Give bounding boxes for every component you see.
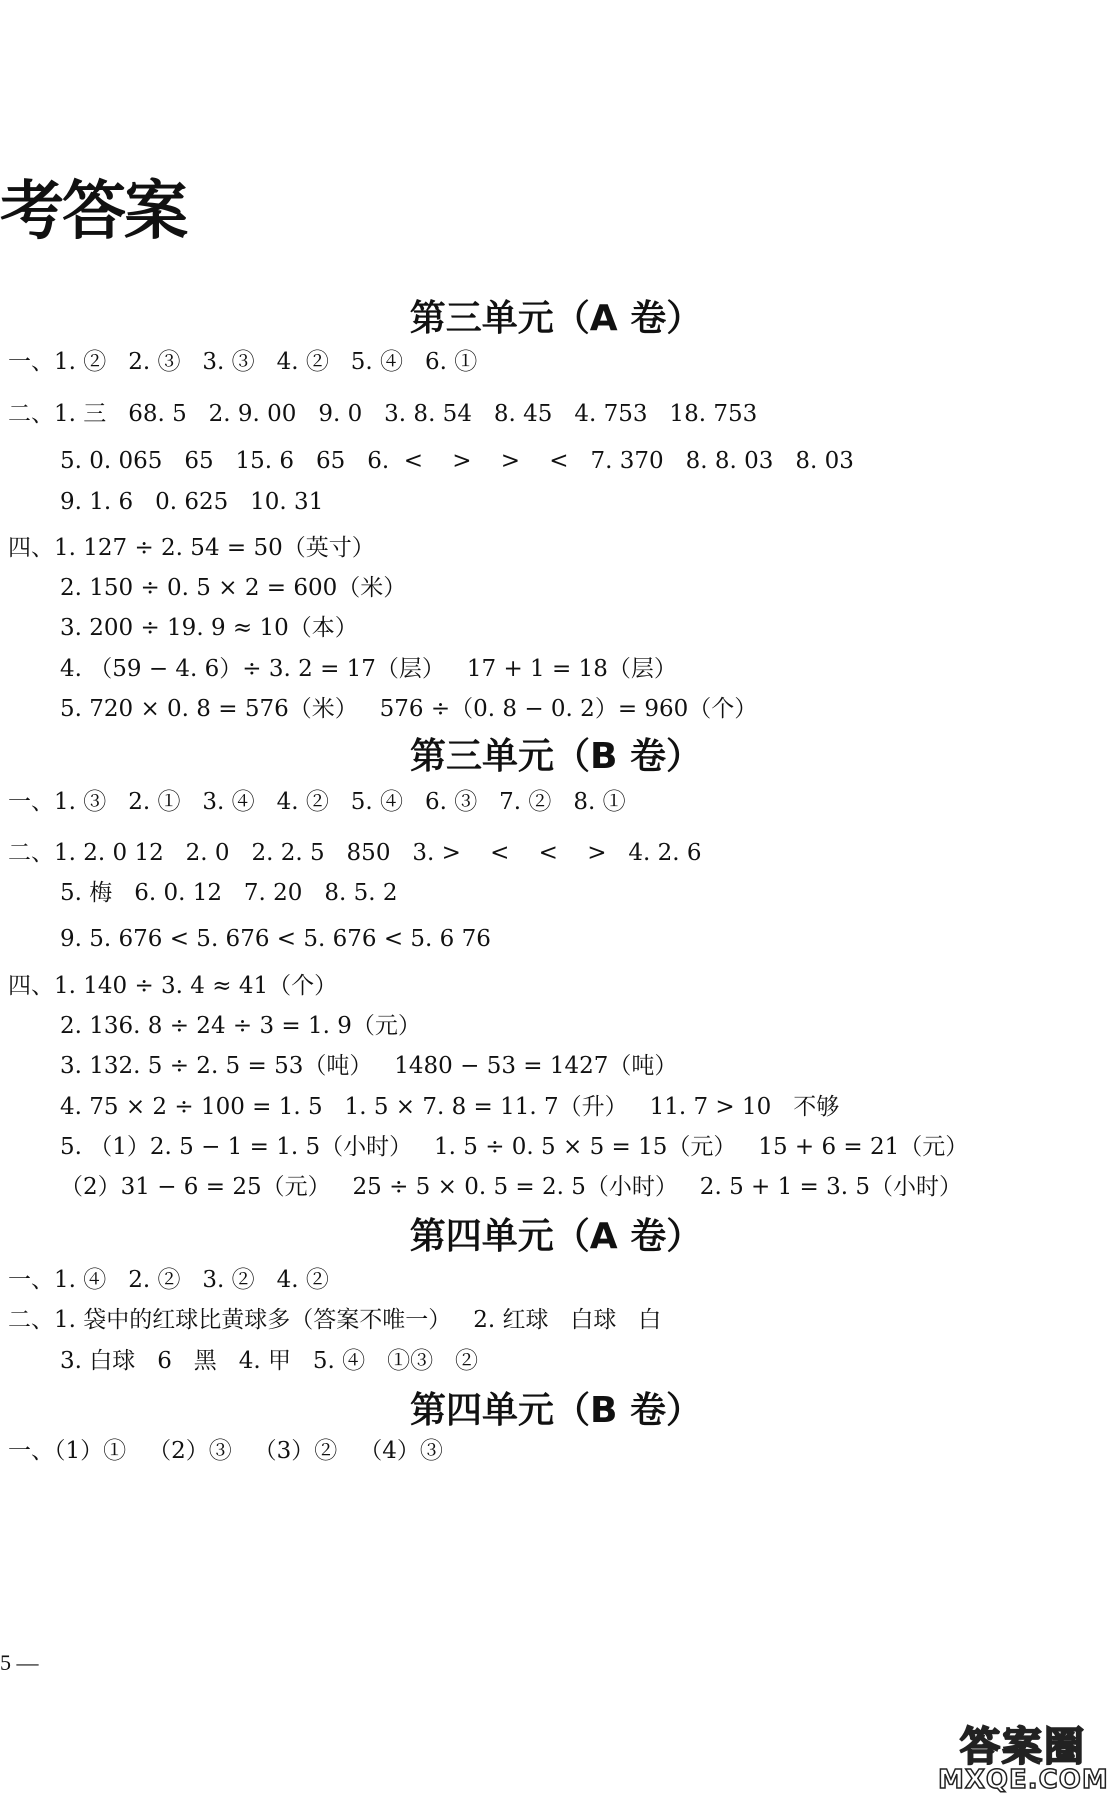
section-title: 第三单元（B 卷） <box>410 736 702 777</box>
watermark-logo <box>938 1715 1108 1795</box>
answer-line: 四、1. 127 ÷ 2. 54 = 50（英寸） <box>8 535 375 561</box>
section-title: 第四单元（A 卷） <box>409 1216 703 1257</box>
answer-line: 二、1. 2. 0 12 2. 0 2. 2. 5 850 3. > < < > 4. 2. 6 <box>8 840 702 866</box>
watermark-top: 答案圈 <box>960 1724 1086 1770</box>
answer-line: 4. 75 × 2 ÷ 100 = 1. 5 1. 5 × 7. 8 = 11. 7（升） 11. 7 > 10 不够 <box>60 1094 840 1120</box>
watermark-bottom: MXQE.COM <box>938 1765 1109 1795</box>
answer-line: 一、1. ④ 2. ② 3. ② 4. ② <box>8 1267 329 1293</box>
answer-line: 5. 0. 065 65 15. 6 65 6. < > > < 7. 370 8. 8. 03 8. 03 <box>60 448 854 474</box>
answer-line: （2）31 − 6 = 25（元） 25 ÷ 5 × 0. 5 = 2. 5（小时） 2. 5 + 1 = 3. 5（小时） <box>60 1174 963 1200</box>
answer-line: 2. 150 ÷ 0. 5 × 2 = 600（米） <box>60 575 407 601</box>
answer-line: 9. 1. 6 0. 625 10. 31 <box>60 489 324 515</box>
section-title: 第四单元（B 卷） <box>410 1390 702 1431</box>
page-header: 考答案 <box>0 175 186 249</box>
answer-line: 二、1. 三 68. 5 2. 9. 00 9. 0 3. 8. 54 8. 45 4. 753 18. 753 <box>8 401 758 427</box>
answer-line: 3. 200 ÷ 19. 9 ≈ 10（本） <box>60 615 358 641</box>
answer-line: 9. 5. 676 < 5. 676 < 5. 676 < 5. 6 76 <box>60 926 491 952</box>
section-title: 第三单元（A 卷） <box>409 298 703 339</box>
answer-line: 一、（1）① （2）③ （3）② （4）③ <box>8 1438 443 1464</box>
answer-line: 四、1. 140 ÷ 3. 4 ≈ 41（个） <box>8 973 338 999</box>
answer-line: 一、1. ② 2. ③ 3. ③ 4. ② 5. ④ 6. ① <box>8 349 478 375</box>
answer-line: 一、1. ③ 2. ① 3. ④ 4. ② 5. ④ 6. ③ 7. ② 8. ① <box>8 789 626 815</box>
page-number: 5 — <box>0 1650 39 1675</box>
answer-line: 5. （1）2. 5 − 1 = 1. 5（小时） 1. 5 ÷ 0. 5 × 5 = 15（元） 15 + 6 = 21（元） <box>60 1134 969 1160</box>
answer-line: 4. （59 − 4. 6）÷ 3. 2 = 17（层） 17 + 1 = 18（层） <box>60 656 677 682</box>
answer-line: 2. 136. 8 ÷ 24 ÷ 3 = 1. 9（元） <box>60 1013 421 1039</box>
answer-line: 5. 720 × 0. 8 = 576（米） 576 ÷（0. 8 − 0. 2）= 960（个） <box>60 696 758 722</box>
answer-line: 3. 白球 6 黑 4. 甲 5. ④ ①③ ② <box>60 1348 478 1374</box>
answer-line: 3. 132. 5 ÷ 2. 5 = 53（吨） 1480 − 53 = 1427（吨） <box>60 1053 678 1079</box>
answer-line: 二、1. 袋中的红球比黄球多（答案不唯一） 2. 红球 白球 白 <box>8 1307 662 1333</box>
answer-line: 5. 梅 6. 0. 12 7. 20 8. 5. 2 <box>60 880 398 906</box>
